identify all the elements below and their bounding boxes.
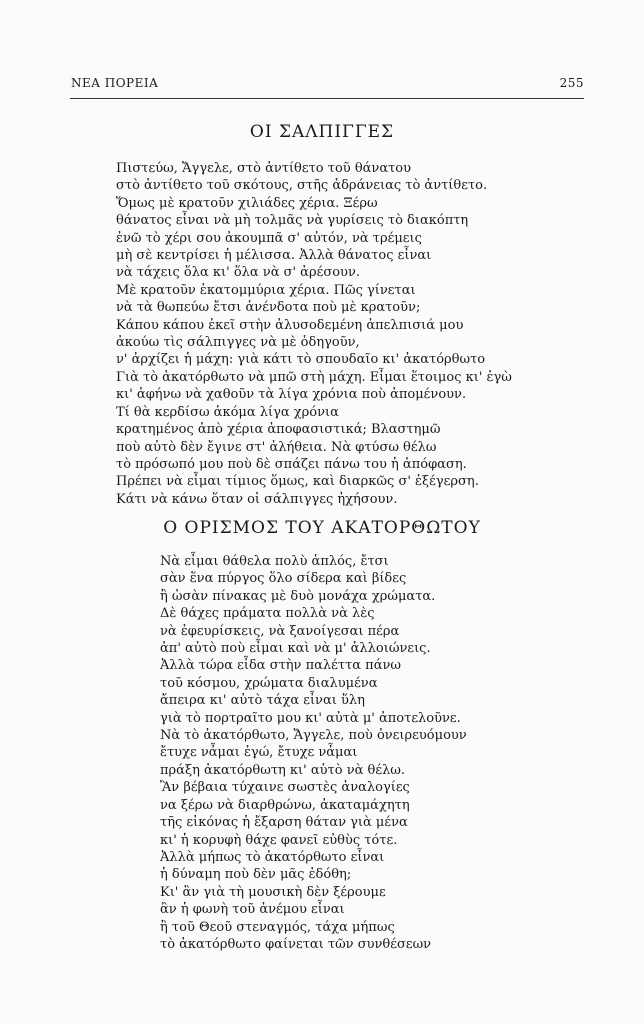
poem-line: Ὅμως μὲ κρατοῦν χιλιάδες χέρια. Ξέρω bbox=[116, 195, 378, 211]
poem-line: Πιστεύω, Ἄγγελε, στὸ ἀντίθετο τοῦ θάνατου bbox=[116, 161, 412, 176]
poem-line: τὸ πρόσωπό μου ποὺ δὲ σπάζει πάνω του ἡ ἀπόφαση. bbox=[116, 456, 467, 472]
poem-line: ἀκούω τὶς σάλπιγγες νὰ μὲ ὁδηγοῦν, bbox=[116, 335, 360, 351]
poem-title-salpinges: ΟΙ ΣΑΛΠΙΓΓΕΣ bbox=[249, 122, 395, 142]
poem-line: νὰ τάχεις ὅλα κι' ὅλα νὰ σ' ἀρέσουν. bbox=[116, 265, 360, 281]
poem-line: Γιὰ τὸ ἀκατόρθωτο νὰ μπῶ στὴ μάχη. Εἶμαι ἕτοιμος κι' ἐγὼ bbox=[116, 369, 512, 385]
poem-line: ν' ἀρχίζει ἡ μάχη: γιὰ κάτι τὸ σπουδαῖο κι' ἀκατόρθωτο bbox=[116, 352, 486, 368]
poem-salpinges bbox=[116, 160, 512, 508]
poem-line: ἂν ἡ φωνὴ τοῦ ἀνέμου εἶναι bbox=[160, 902, 345, 918]
poem-line: Ἀλλὰ μήπως τὸ ἀκατόρθωτο εἶναι bbox=[160, 849, 385, 865]
poem-line: τῆς εἰκόνας ἡ ἔξαρση θάταν γιὰ μένα bbox=[160, 815, 408, 831]
poem-line: πράξη ἀκατόρθωτη κι' αὐτὸ νὰ θέλω. bbox=[160, 762, 406, 778]
poem-line: γιὰ τὸ πορτραῖτο μου κι' αὐτὰ μ' ἀποτελοῦνε. bbox=[160, 710, 461, 726]
page-number: 255 bbox=[559, 76, 584, 90]
poem-line: κρατημένος ἀπὸ χέρια ἀποφασιστικά; Βλαστημῶ bbox=[116, 422, 441, 438]
poem-line: Κι' ἂν γιὰ τὴ μουσικὴ δὲν ξέρουμε bbox=[160, 884, 386, 900]
poem-line: νὰ τὰ θωπεύω ἔτσι ἀνένδοτα ποὺ μὲ κρατοῦν; bbox=[116, 300, 421, 316]
poem-line: θάνατος εἶναι νὰ μὴ τολμᾶς νὰ γυρίσεις τὸ διακόπτη bbox=[116, 213, 469, 229]
poem-title-orismos: Ο ΟΡΙΣΜΟΣ ΤΟΥ ΑΚΑΤΟΡΘΩΤΟΥ bbox=[163, 518, 481, 538]
poem-line: κι' ἡ κορυφὴ θάχε φανεῖ εὐθὺς τότε. bbox=[160, 832, 398, 848]
poem-line: ἔτυχε νἆμαι ἐγώ, ἔτυχε νἆμαι bbox=[160, 745, 358, 761]
poem-line: ἢ τοῦ Θεοῦ στεναγμός, τάχα μήπως bbox=[160, 919, 395, 935]
poem-line: ἢ ὡσὰν πίνακας μὲ δυὸ μονάχα χρώματα. bbox=[160, 588, 436, 604]
poem-line: Μὲ κρατοῦν ἑκατομμύρια χέρια. Πῶς γίνεται bbox=[116, 282, 416, 298]
poem-line: Κάπου κάπου ἐκεῖ στὴν ἁλυσοδεμένη ἀπελπισιά μου bbox=[116, 317, 464, 333]
running-header bbox=[71, 76, 584, 90]
poem-line: σὰν ἕνα πύργος ὅλο σίδερα καὶ βίδες bbox=[160, 571, 407, 587]
poem-line: Ἂν βέβαια τύχαινε σωστὲς ἀναλογίες bbox=[160, 780, 410, 796]
poem-line: κι' ἀφήνω νὰ χαθοῦν τὰ λίγα χρόνια ποὺ ἀπομένουν. bbox=[116, 387, 467, 403]
journal-title: ΝΕΑ ΠΟΡΕΙΑ bbox=[71, 76, 159, 90]
poem-line: ἄπειρα κι' αὐτὸ τάχα εἶναι ὕλη bbox=[160, 693, 365, 709]
poem-line: τὸ ἀκατόρθωτο φαίνεται τῶν συνθέσεων bbox=[160, 936, 432, 952]
poem-line: ἡ δύναμη ποὺ δὲν μᾶς ἐδόθη; bbox=[160, 867, 352, 883]
header-rule bbox=[70, 98, 584, 99]
poem-line: ποὺ αὐτὸ δὲν ἔγινε στ' ἀλήθεια. Νὰ φτύσω θέλω bbox=[116, 439, 437, 455]
poem-line: μὴ σὲ κεντρίσει ἡ μέλισσα. Ἀλλὰ θάνατος εἶναι bbox=[116, 248, 432, 264]
poem-line: ἀπ' αὐτὸ ποὺ εἶμαι καὶ νὰ μ' ἀλλοιώνεις. bbox=[160, 641, 431, 657]
poem-line: Ἀλλὰ τώρα εἶδα στὴν παλέττα πάνω bbox=[160, 658, 402, 674]
poem-orismos bbox=[160, 553, 467, 953]
poem-line: Πρέπει νὰ εἶμαι τίμιος ὅμως, καὶ διαρκῶς σ' ἐξέγερση. bbox=[116, 474, 479, 490]
poem-line: Νὰ τὸ ἀκατόρθωτο, Ἄγγελε, ποὺ ὀνειρευόμουν bbox=[160, 728, 467, 744]
poem-line: Νὰ εἶμαι θάθελα πολὺ ἁπλός, ἔτσι bbox=[160, 554, 389, 569]
poem-line: Κάτι νὰ κάνω ὅταν οἱ σάλπιγγες ἠχήσουν. bbox=[116, 491, 398, 507]
poem-line: στὸ ἀντίθετο τοῦ σκότους, στῆς ἀδράνειας τὸ ἀντίθετο. bbox=[116, 178, 488, 194]
poem-line: Τί θὰ κερδίσω ἀκόμα λίγα χρόνια bbox=[116, 404, 339, 420]
poem-line: ἐνῶ τὸ χέρι σου ἀκουμπᾶ σ' αὐτόν, νὰ τρέμεις bbox=[116, 230, 422, 246]
poem-line: Δὲ θάχες πράματα πολλὰ νὰ λὲς bbox=[160, 606, 375, 622]
poem-line: τοῦ κόσμου, χρώματα διαλυμένα bbox=[160, 675, 378, 691]
poem-line: να ξέρω νὰ διαρθρώνω, ἀκαταμάχητη bbox=[160, 797, 410, 813]
poem-line: νὰ ἐφευρίσκεις, νὰ ξανοίγεσαι πέρα bbox=[160, 623, 400, 639]
